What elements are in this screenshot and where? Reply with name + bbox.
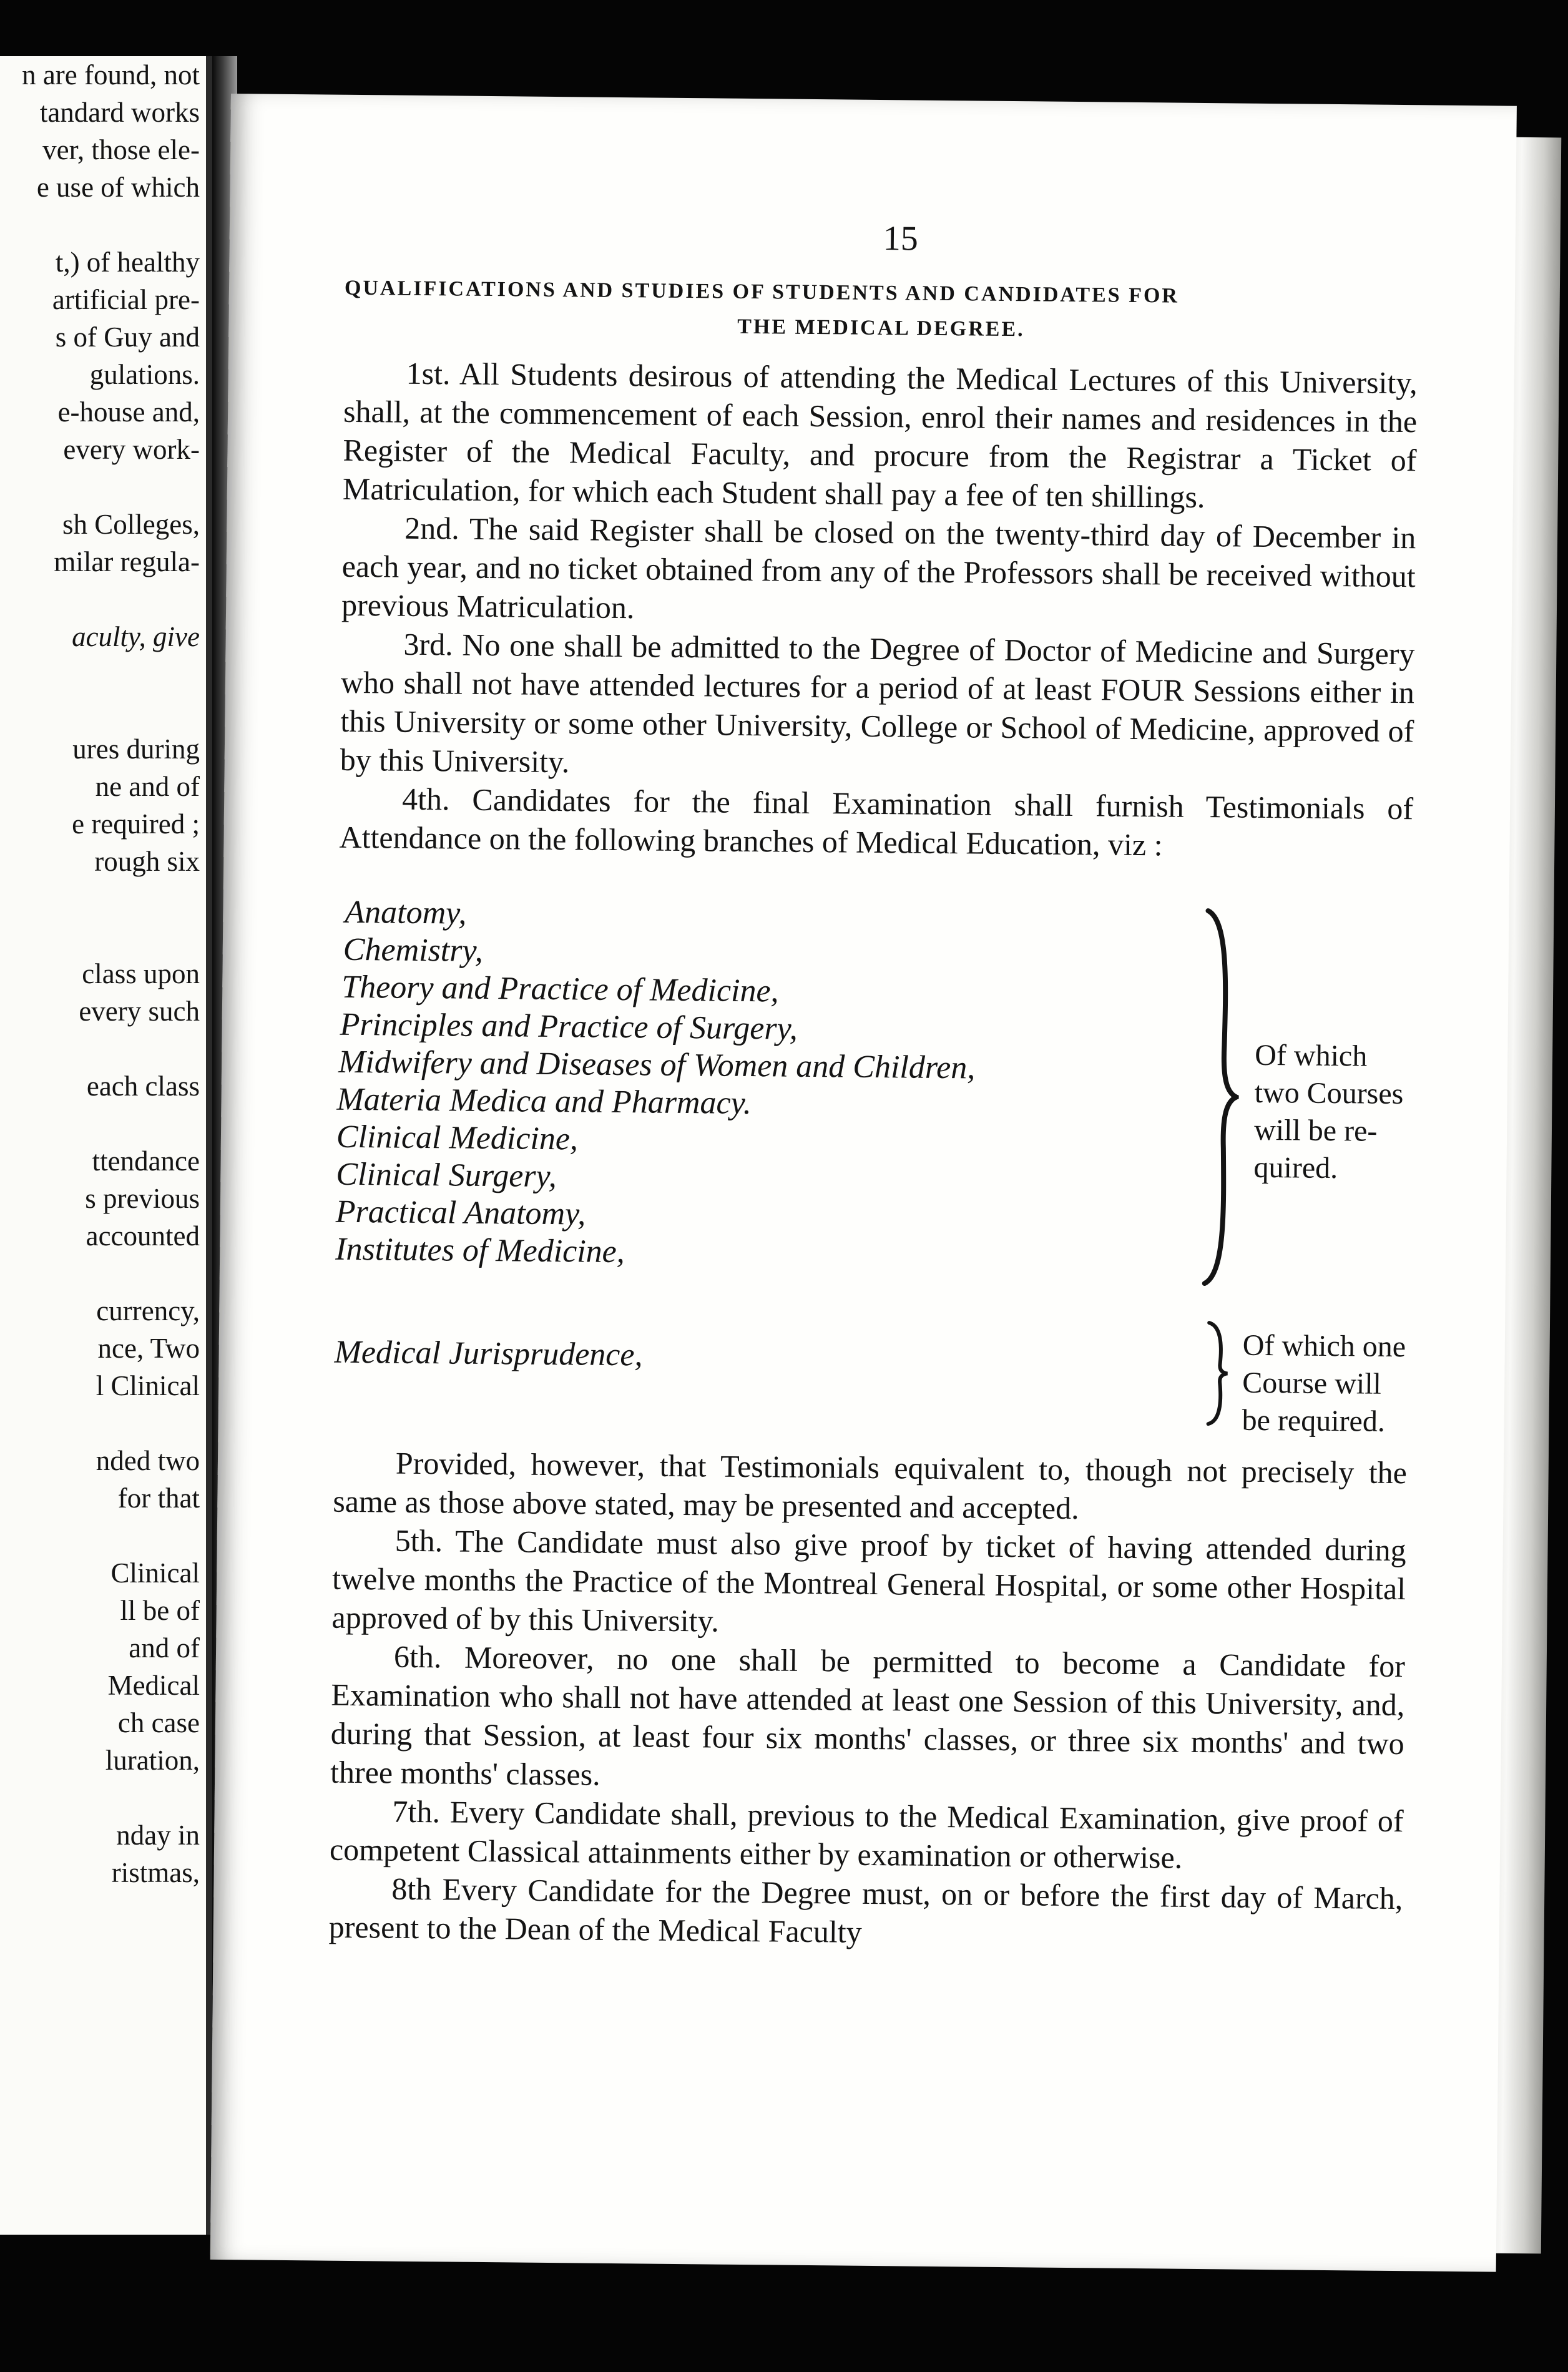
left-page-line — [0, 918, 200, 955]
section-heading — [344, 271, 1418, 351]
left-page-line: ch case — [117, 1707, 200, 1738]
left-page-line: s previous — [85, 1183, 200, 1214]
note-two-courses: Of which two Courses will be re- quired. — [1253, 1038, 1404, 1185]
left-page-line: e use of which — [36, 172, 200, 203]
heading-line-1: QUALIFICATIONS AND STUDIES OF STUDENTS AND CANDIDATES FOR — [344, 276, 1180, 308]
paragraph-2nd: 2nd. The said Register shall be closed on the twenty-third day of December in each year, and no ticket obtained from any of the Professors shall be received without previous Matriculation. — [341, 510, 1416, 625]
left-page — [0, 56, 212, 2235]
left-page-line: ures during — [72, 733, 200, 765]
left-page-line: nday in — [116, 1820, 200, 1851]
right-brace-large — [1200, 908, 1241, 1286]
left-page-line — [0, 468, 200, 506]
subject-item: Materia Medica and Pharmacy. — [336, 1081, 752, 1122]
left-page-text — [0, 56, 200, 1891]
subject-item: Medical Jurisprudence, — [334, 1334, 643, 1373]
left-page-line: every such — [79, 996, 200, 1027]
left-page-line — [0, 1105, 200, 1142]
subject-item: Clinical Surgery, — [336, 1156, 557, 1195]
heading-line-2: THE MEDICAL DEGREE. — [737, 315, 1025, 341]
left-page-line: ttendance — [92, 1145, 200, 1177]
left-page-line: class upon — [82, 958, 200, 989]
left-page-line — [0, 581, 200, 618]
left-page-line: for that — [117, 1482, 200, 1514]
left-page-line: ver, those ele- — [42, 134, 200, 165]
left-page-line: currency, — [96, 1295, 200, 1326]
left-page-line: sh Colleges, — [62, 509, 200, 540]
subjects-list — [333, 894, 1412, 1453]
left-page-line — [0, 206, 200, 243]
subject-item: Practical Anatomy, — [335, 1193, 586, 1232]
left-page-line: ll be of — [120, 1595, 200, 1626]
left-page-line: artificial pre- — [52, 284, 200, 315]
paragraph-1st: 1st. All Students desirous of attending the Medical Lectures of this University, shall, at the commencement of each Session, enrol their names and residences in the Register of the Medical Faculty, and procure from the Registrar a Ticket of Matriculation, for which each Student shall pay a fee of ten shillings. — [342, 355, 1418, 515]
left-page-line: milar regula- — [54, 546, 200, 577]
subject-item: Theory and Practice of Medicine, — [341, 969, 779, 1009]
paragraph-8th: 8th Every Candidate for the Degree must, on or before the first day of March, present to the Dean of the Medical Faculty — [328, 1871, 1403, 1949]
note-one-course: Of which one Course will be required. — [1242, 1328, 1406, 1438]
left-page-line: e-house and, — [57, 396, 200, 428]
left-page-line: every work- — [63, 434, 200, 465]
left-page-line — [0, 1779, 200, 1816]
subject-item: Clinical Medicine, — [336, 1119, 579, 1157]
subject-item: Institutes of Medicine, — [335, 1231, 625, 1270]
left-page-line — [0, 1255, 200, 1292]
subject-item: Midwifery and Diseases of Women and Children, — [338, 1044, 976, 1086]
left-page-line: gulations. — [89, 359, 200, 390]
left-page-line: rough six — [94, 846, 200, 877]
left-page-line — [0, 880, 200, 918]
paragraph-6th: 6th. Moreover, no one shall be permitted to become a Candidate for Examination who shall not have attended at least one Session of this University, and, during that Session, at least four six months' classes, or three six months' and two three months' classes. — [330, 1639, 1406, 1792]
paragraph-provided: Provided, however, that Testimonials equivalent to, though not precisely the same as those above stated, may be presented and accepted. — [333, 1445, 1408, 1526]
left-page-line: l Clinical — [96, 1370, 200, 1401]
left-page-line: s of Guy and — [55, 321, 200, 353]
left-page-line: luration, — [105, 1745, 200, 1776]
left-page-line — [0, 1030, 200, 1067]
page-number: 15 — [883, 219, 919, 258]
subject-item: Principles and Practice of Surgery, — [340, 1006, 798, 1047]
paragraph-4th: 4th. Candidates for the final Examination shall furnish Testimonials of Attendance on the following branches of Medical Education, viz : — [339, 781, 1414, 863]
left-page-line: e required ; — [72, 808, 200, 840]
left-page-line: each class — [86, 1071, 200, 1102]
left-page-line: t,) of healthy — [55, 247, 200, 278]
left-page-line: accounted — [86, 1220, 200, 1252]
left-page-line: ristmas, — [111, 1857, 200, 1888]
subject-item: Chemistry, — [343, 931, 484, 969]
left-page-line: n are found, not — [22, 59, 200, 91]
left-page-line: nded two — [96, 1445, 200, 1476]
subject-item: Anatomy, — [345, 894, 467, 931]
left-page-line — [0, 1517, 200, 1554]
paragraph-3rd: 3rd. No one shall be admitted to the Degree of Doctor of Medicine and Surgery who shall not have attended lectures for a period of at least FOUR Sessions either in this University or some other University, College or School of Medicine, approved of by this University. — [340, 626, 1415, 780]
right-page — [210, 94, 1517, 2272]
page-content — [329, 213, 1419, 1956]
left-page-line: ne and of — [95, 771, 200, 802]
left-page-line: Clinical — [110, 1557, 200, 1589]
left-page-line — [0, 1404, 200, 1442]
left-page-line: and of — [129, 1632, 200, 1664]
right-brace-small — [1205, 1320, 1231, 1426]
left-page-line: nce, Two — [97, 1333, 200, 1364]
left-page-line: Medical — [107, 1670, 200, 1701]
left-page-line — [0, 655, 200, 693]
left-page-line: aculty, give — [72, 621, 200, 652]
paragraph-5th: 5th. The Candidate must also give proof by ticket of having attended during twelve months the Practice of the Montreal General Hospital, or some other Hospital approved of by this University. — [331, 1522, 1406, 1639]
left-page-line: tandard works — [39, 97, 200, 128]
paragraph-7th: 7th. Every Candidate shall, previous to the Medical Examination, give proof of competent Classical attainments either by examination or otherwise. — [329, 1793, 1404, 1875]
left-page-line — [0, 693, 200, 730]
